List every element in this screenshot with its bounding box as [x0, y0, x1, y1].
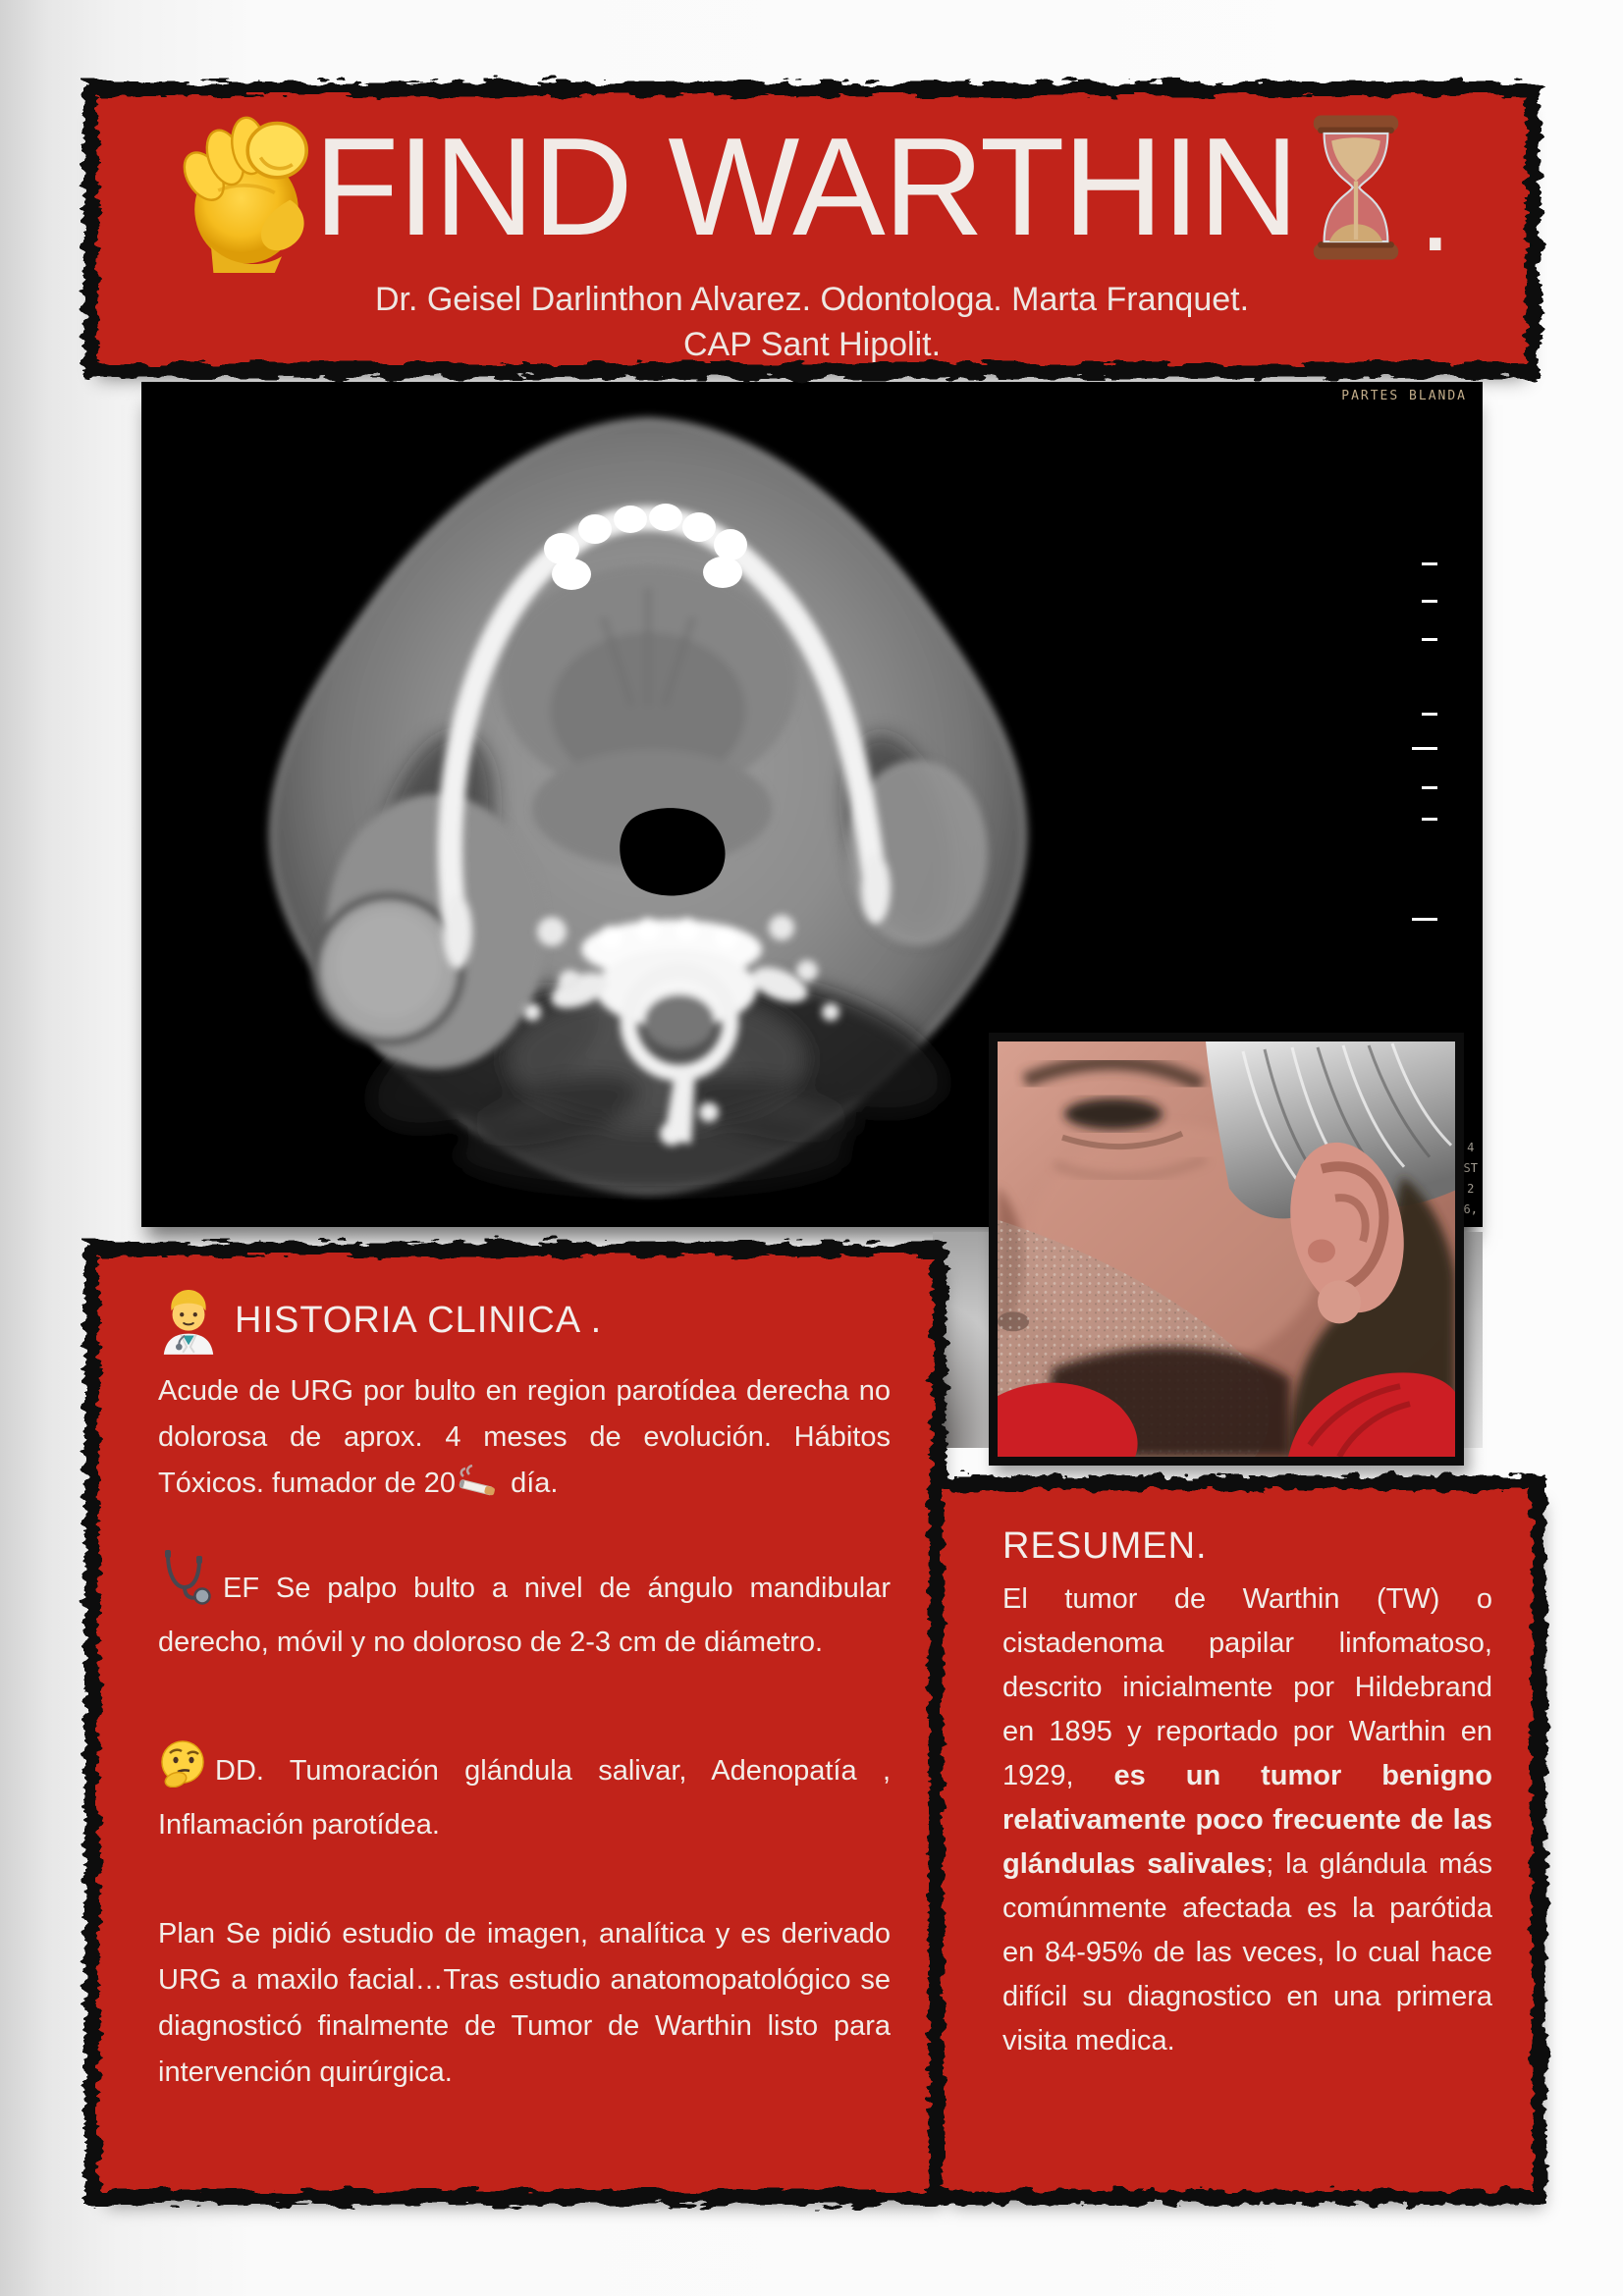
historia-clinica-box	[95, 1253, 936, 2194]
institution-line: CAP Sant Hipolit.	[682, 326, 942, 363]
ct-side-char: 2	[1467, 1182, 1475, 1196]
historia-paragraph-1	[158, 1368, 891, 1515]
pointing-at-viewer-hand-icon	[173, 108, 320, 273]
male-doctor-icon	[158, 1286, 219, 1355]
resumen-text-after: ; la glándula más comúnmente afectada es la parótida en 84-95% de las veces, lo cual hace difícil su diagnostico en una primera visita medica.	[1002, 1848, 1493, 2056]
authors-line: Dr. Geisel Darlinthon Alvarez. Odontologa. Marta Franquet.	[374, 281, 1250, 318]
header-banner	[94, 92, 1530, 367]
resumen-box	[940, 1486, 1536, 2194]
historia-p1-text-after: día.	[503, 1468, 559, 1499]
historia-p2-text: EF Se palpo bulto a nivel de ángulo mandibular derecho, móvil y no doloroso de 2-3 cm de diámetro.	[158, 1573, 891, 1658]
resumen-bold-text: es un tumor benigno relativamente poco frecuente de las glándulas salivales	[1002, 1760, 1492, 1880]
ct-side-char: 6,	[1463, 1202, 1478, 1216]
ct-side-char: ST	[1463, 1161, 1478, 1175]
historia-paragraph-2	[158, 1548, 891, 1666]
ct-window-label: PARTES BLANDA	[1341, 389, 1467, 403]
poster-title: FIND WARTHIN	[313, 109, 1298, 265]
title-row	[173, 98, 1452, 277]
cigarette-icon	[456, 1465, 503, 1515]
historia-paragraph-3	[158, 1738, 891, 1848]
historia-heading: HISTORIA CLINICA .	[235, 1299, 603, 1341]
resumen-heading: RESUMEN.	[1002, 1525, 1208, 1567]
historia-paragraph-4: Plan Se pidió estudio de imagen, analítica y es derivado URG a maxilo facial…Tras estudio anatomopatológico se diagnosticó finalmente de Tumor de Warthin listo para intervención quirúrgica.	[158, 1918, 891, 2088]
patient-profile-photo	[989, 1033, 1464, 1466]
ct-side-annotations	[1464, 1138, 1478, 1220]
resumen-paragraph	[1002, 1577, 1492, 2063]
historia-p1-text: Acude de URG por bulto en region parotídea derecha no dolorosa de aprox. 4 meses de evolución. Hábitos Tóxicos. fumador de 20	[158, 1375, 891, 1499]
stethoscope-icon	[158, 1548, 223, 1620]
hourglass-icon	[1303, 113, 1409, 262]
historia-heading-row	[158, 1286, 891, 1355]
title-period: .	[1419, 144, 1452, 276]
ct-side-char: 4	[1467, 1141, 1475, 1154]
resumen-text: El tumor de Warthin (TW) o cistadenoma papilar linfomatoso, descrito inicialmente por Hildebrand en 1895 y reportado por Warthin en 1929,	[1002, 1583, 1492, 1791]
patient-face-drawing	[998, 1041, 1455, 1457]
thinking-face-icon	[158, 1738, 215, 1802]
historia-p3-text: DD. Tumoración glándula salivar, Adenopatía , Inflamación parotídea.	[158, 1755, 891, 1841]
